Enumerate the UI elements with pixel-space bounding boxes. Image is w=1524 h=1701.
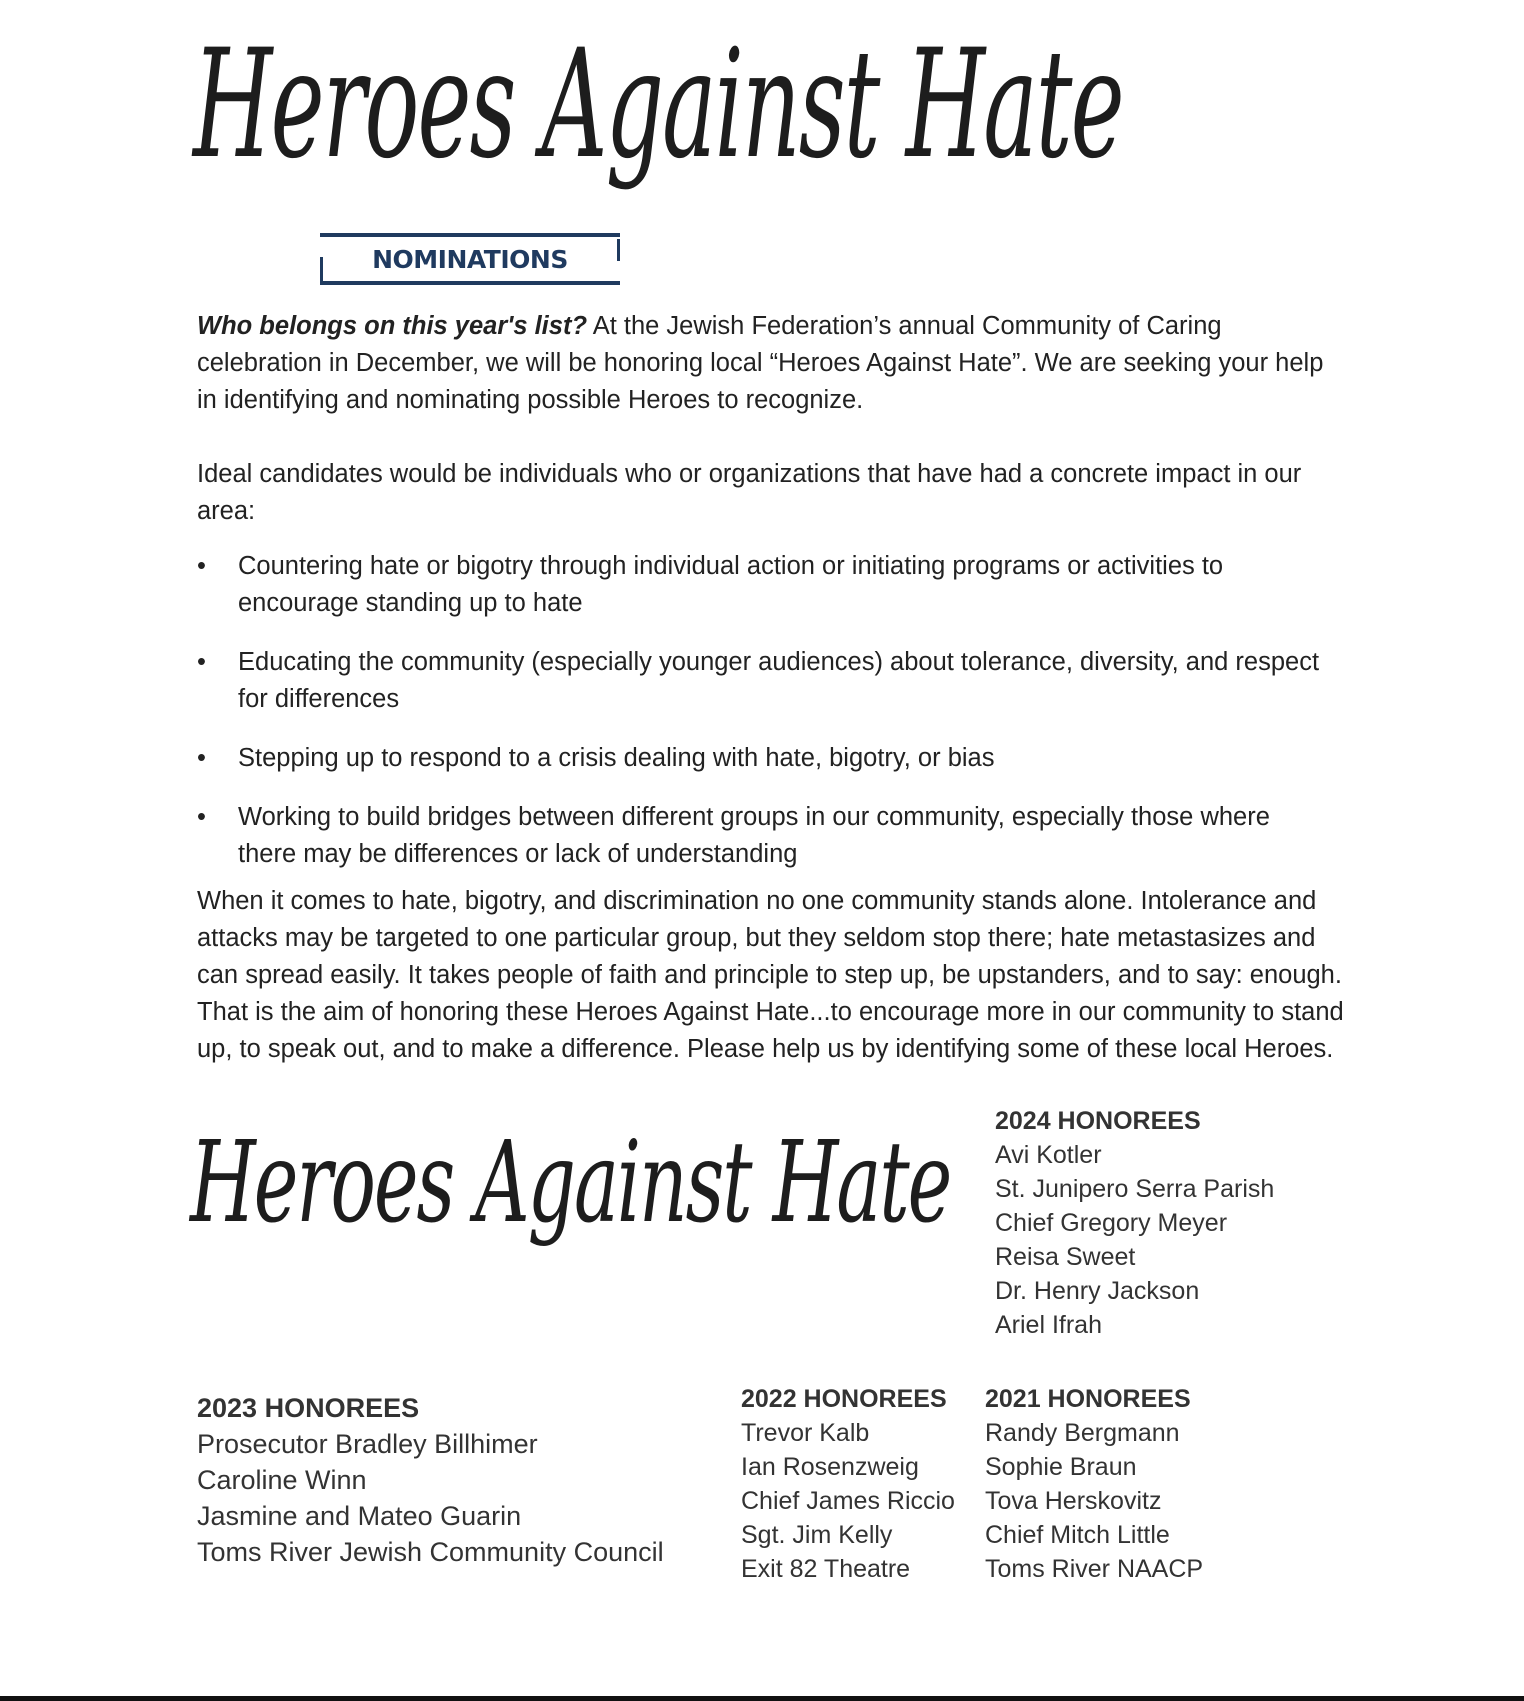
honoree: Toms River NAACP [985, 1555, 1204, 1583]
nominations-badge [320, 233, 620, 285]
honoree: Jasmine and Mateo Guarin [197, 1501, 522, 1531]
list-item: • Educating the community (especially younger audiences) about tolerance, diversity, and respect for differences [197, 644, 1327, 718]
honorees-heading: 2022 HONOREES [741, 1385, 947, 1413]
honorees-2022 [741, 1382, 985, 1586]
honorees-heading: 2024 HONOREES [995, 1107, 1201, 1135]
honoree: Sgt. Jim Kelly [741, 1521, 893, 1549]
honoree: Caroline Winn [197, 1465, 367, 1495]
candidates-intro: Ideal candidates would be individuals who or organizations that have had a concrete impact in our area: [197, 460, 1302, 525]
honoree: Dr. Henry Jackson [995, 1277, 1200, 1305]
honoree: Trevor Kalb [741, 1419, 870, 1447]
honoree: Ian Rosenzweig [741, 1453, 919, 1481]
honoree: St. Junipero Serra Parish [995, 1175, 1275, 1203]
intro-paragraph [197, 308, 1347, 419]
honoree: Sophie Braun [985, 1453, 1137, 1481]
honoree: Toms River Jewish Community Council [197, 1537, 664, 1567]
honoree: Exit 82 Theatre [741, 1555, 911, 1583]
main-content [190, 308, 1347, 1586]
intro-text: At the Jewish Federation’s annual Community of Caring celebration in December, we will be honoring local “Heroes Against Hate”. We are seeking your help in identifying and nominating possible Heroes to recognize. [197, 312, 1324, 414]
honorees-2023 [197, 1390, 741, 1570]
honorees-2021 [985, 1382, 1203, 1586]
honoree: Tova Herskovitz [985, 1487, 1162, 1515]
intro-lead: Who belongs on this year's list? [197, 312, 588, 340]
honoree: Avi Kotler [995, 1141, 1102, 1169]
honoree: Ariel Ifrah [995, 1311, 1102, 1339]
honorees-2024 [995, 1104, 1274, 1342]
honorees-heading: 2021 HONOREES [985, 1385, 1191, 1413]
honoree: Chief Mitch Little [985, 1521, 1170, 1549]
honoree: Chief James Riccio [741, 1487, 955, 1515]
list-item: • Stepping up to respond to a crisis dealing with hate, bigotry, or bias [197, 740, 1327, 777]
logo-and-2024-section [190, 1104, 1347, 1342]
page-title: Heroes Against Hate [193, 18, 1123, 192]
criteria-list [197, 548, 1327, 873]
honoree: Prosecutor Bradley Billhimer [197, 1429, 538, 1459]
bottom-divider [0, 1696, 1524, 1701]
nominations-label: NOMINATIONS [372, 244, 568, 274]
logo-text: Heroes Against Hate [190, 1118, 951, 1248]
honoree: Reisa Sweet [995, 1243, 1136, 1271]
closing-paragraph: When it comes to hate, bigotry, and discrimination no one community stands alone. Intolerance and attacks may be targeted to one particular group, but they seldom stop there; hate metastasizes and can spread easily. It takes people of faith and principle to step up, be upstanders, and to say: enough. That is the aim of honoring these Heroes Against Hate...to encourage more in our community to stand up, to speak out, and to make a difference. Please help us by identifying some of these local Heroes. [197, 887, 1344, 1063]
honoree: Randy Bergmann [985, 1419, 1180, 1447]
list-item: • Working to build bridges between different groups in our community, especially those where there may be differences or lack of understanding [197, 799, 1327, 873]
honoree: Chief Gregory Meyer [995, 1209, 1228, 1237]
past-honorees [197, 1382, 1347, 1586]
list-item: • Countering hate or bigotry through individual action or initiating programs or activities to encourage standing up to hate [197, 548, 1327, 622]
logo-area [190, 1118, 980, 1288]
page-title-area [193, 18, 1133, 218]
honorees-heading: 2023 HONOREES [197, 1393, 420, 1423]
